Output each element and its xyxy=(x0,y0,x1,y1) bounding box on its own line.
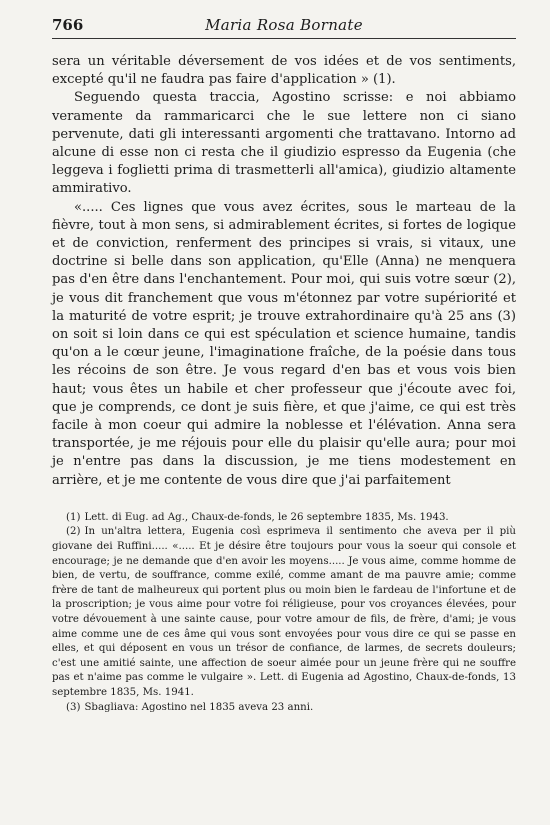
paragraph-3-quotation: «..... Ces lignes que vous avez écrites, sous le marteau de la fièvre, tout à mon sens, si admirablement écrites, si fortes de logique et de conviction, renferment des principes si vrais, si vitaux, une doctrine si belle dans son application, qu'Elle (Anna) ne menquera pas d'en être dans l'enchantement. Pour moi, qui suis votre sœur (2), je vous dit franchement que vous m'étonnez par votre supériorité et la maturité de votre esprit; je trouve extrahordinaire qu'à 25 ans (3) on soit si loin dans ce qui est spéculation et science humaine, tandis qu'on a le cœur jeune, l'imaginatione fraîche, de la poésie dans tous les récoins de son être. Je vous regard d'en bas et vous vois bien haut; vous êtes un habile et cher professeur que j'écoute avec foi, que je comprends, ce dont je suis fière, et que j'aime, ce qui est très facile à mon coeur qui admire la noblesse et l'élévation. Anna sera transportée, je me réjouis pour elle du plaisir qu'elle aura; pour moi je n'entre pas dans la discussion, je me tiens modestement en arrière, et je me contente de vous dire que j'ai parfaitement xyxy=(52,199,516,488)
footnote-3-text: Sbagliava: Agostino nel 1835 aveva 23 anni. xyxy=(84,701,314,713)
footnote-2-number: (2) xyxy=(66,526,81,538)
footnote-2 xyxy=(52,525,516,700)
footnote-3-number: (3) xyxy=(66,701,81,713)
page-header xyxy=(52,10,516,39)
paragraph-1: sera un véritable déversement de vos idées et de vos sentiments, excepté qu'il ne faudra pas faire d'application » (1). xyxy=(52,54,516,88)
footnote-1 xyxy=(52,511,516,526)
footnote-1-number: (1) xyxy=(66,511,81,523)
main-text xyxy=(52,53,516,490)
page-number: 766 xyxy=(52,16,84,34)
paragraph-2: Seguendo questa traccia, Agostino scrisse: e noi abbiamo veramente da rammaricarci che le sue lettere non ci siano pervenute, dati gli interessanti argomenti che trattavano. Intorno ad alcune di esse non ci resta che il giudizio espresso da Eugenia (che leggeva i foglietti prima di trasmetterli all'amica), giudizio altamente ammirativo. xyxy=(52,90,516,197)
footnote-separator xyxy=(52,504,516,505)
running-head: Maria Rosa Bornate xyxy=(205,16,363,34)
footnote-2-text: In un'altra lettera, Eugenia così esprimeva il sentimento che aveva per il più giovane dei Ruffini..... «..... Et je désire être toujours pour vous la soeur qui console et encourage; je ne demande que d'en avoir les moyens..... Je vous aime, comme homme de bien, de vertu, de souffrance, comme exilé, comme amant de ma pauvre amie; comme frère de tant de malheureux qui portent plus ou moin bien le fardeau de l'infortune et de la proscription; je vous aime pour votre foi réligieuse, pour vos croyances élevées, pour votre dévouement à une sainte cause, pour votre amour de fils, de frère, d'ami; je vous aime comme une de ces âme qui vous sont envoyées pour vous dire ce qui se passe en elles, et qui déposent en vous un trésor de confiance, de larmes, de secrets douleurs; c'est une amitié sainte, une affection de soeur aimée pour un jeune frère qui ne souffre pas et n'aime pas comme le vulgaire ». Lett. di Eugenia ad Agostino, Chaux-de-fonds, 13 septembre 1835, Ms. 1941. xyxy=(52,526,516,698)
footnote-1-text: Lett. di Eug. ad Ag., Chaux-de-fonds, le 26 septembre 1835, Ms. 1943. xyxy=(84,511,449,523)
footnotes xyxy=(52,511,516,715)
footnote-3 xyxy=(52,701,516,716)
